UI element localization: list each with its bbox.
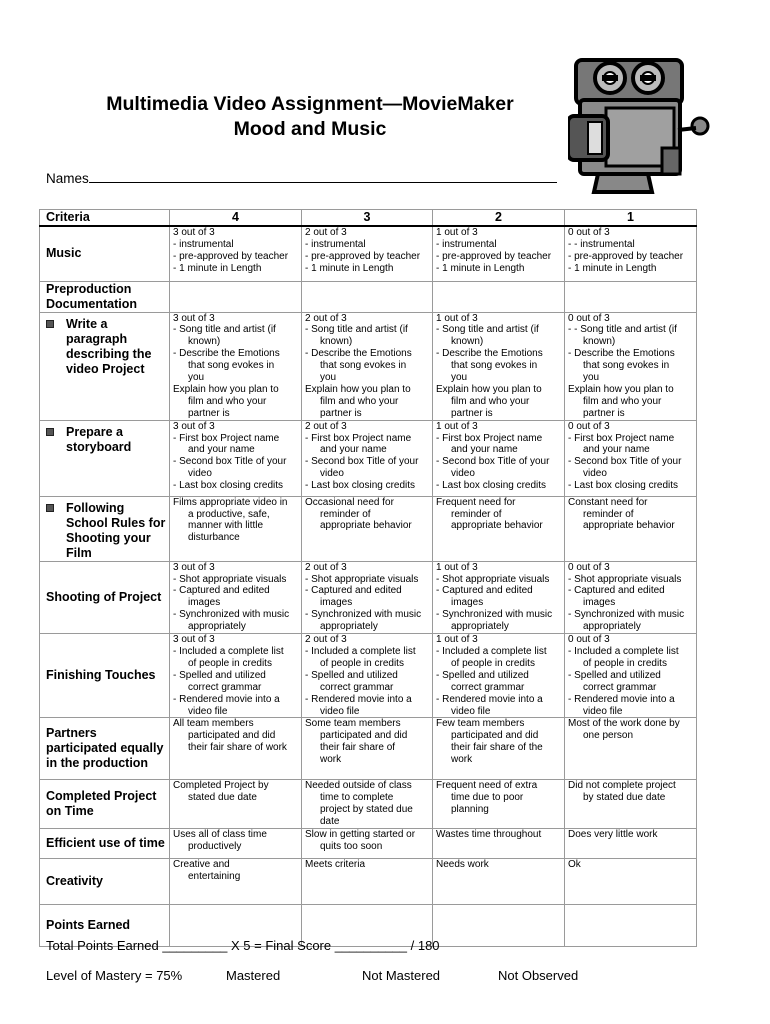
cell-line: appropriate behavior [451,520,543,532]
cell-line: 0 out of 3 [568,312,610,324]
cell-line: - Rendered movie into a [173,693,280,705]
cell-line: you [451,372,468,384]
cell-line: quits too soon [320,840,383,852]
score-cell-1 [565,829,697,859]
cell-line: a productive, safe, [188,508,270,520]
score-cell-4 [170,634,302,718]
cell-line: - Last box closing credits [568,480,679,492]
cell-line: 1 out of 3 [436,312,478,324]
score-cell-1 [565,634,697,718]
score-cell-1 [565,859,697,905]
rubric-row [40,634,697,718]
rubric-row [40,859,697,905]
cell-line: of people in credits [583,657,667,669]
cell-line: - Included a complete list [305,646,416,657]
cell-line: images [188,597,221,609]
cell-line: - Included a complete list [568,646,679,657]
cell-line: one person [583,730,634,742]
cell-line: partner is [320,407,362,419]
cell-line: appropriately [451,621,509,633]
cell-line: their fair share of [320,742,396,754]
cell-line: - Included a complete list [173,646,284,657]
cell-line: and your name [583,444,650,456]
cell-line: Uses all of class time [173,829,267,841]
cell-line: - Shot appropriate visuals [173,573,287,585]
cell-line: time due to poor [451,792,524,804]
cell-line: Does very little work [568,829,658,841]
cell-line: - Second box Title of your [173,456,287,468]
score-cell-2 [433,561,565,633]
cell-line: film and who your [583,395,662,407]
cell-line: Ok [568,859,581,871]
cell-line: - Rendered movie into a [305,693,412,705]
cell-line: 1 out of 3 [436,561,478,573]
cell-line: participated and did [451,730,539,742]
cell-line: Did not complete project [568,780,676,792]
score-cell-1 [565,780,697,829]
cell-line: - Synchronized with music [173,609,290,621]
cell-line: that song evokes in [451,360,538,372]
score-cell-2 [433,226,565,281]
score-cell-3 [302,829,433,859]
cell-line: Films appropriate video in [173,496,288,508]
cell-line: time to complete [320,792,394,804]
score-cell-1 [565,281,697,312]
cell-line: known) [188,336,221,348]
cell-line: Frequent need for [436,496,516,508]
score-cell-2 [433,859,565,905]
cell-line: video file [583,705,623,717]
cell-line: 2 out of 3 [305,634,347,646]
cell-line: - Second box Title of your [568,456,682,468]
rubric-row [40,420,697,496]
score-cell-3 [302,780,433,829]
cell-line: - Rendered movie into a [568,693,675,705]
criteria-cell [40,829,170,859]
cell-line: you [583,372,600,384]
cell-line: 2 out of 3 [305,312,347,324]
cell-line: - Spelled and utilized [568,669,661,681]
score-cell-1 [565,718,697,780]
score-cell-2 [433,312,565,420]
cell-line: - instrumental [305,238,366,250]
criteria-label: Preproduction Documentation [46,281,137,311]
cell-line: - Captured and edited [305,585,402,597]
cell-line: 0 out of 3 [568,420,610,432]
header-row [40,210,697,227]
score-cell-1 [565,905,697,947]
cell-line: productively [188,840,242,852]
cell-line: - pre-approved by teacher [436,250,552,262]
cell-line: and your name [188,444,255,456]
cell-line: - pre-approved by teacher [305,250,421,262]
cell-line: 3 out of 3 [173,420,215,432]
cell-line: work [320,754,342,766]
cell-line: 3 out of 3 [173,634,215,646]
cell-line: images [451,597,484,609]
cell-line: participated and did [188,730,276,742]
cell-line: 2 out of 3 [305,561,347,573]
cell-line: known) [320,336,353,348]
cell-line: - - instrumental [568,238,635,250]
cell-line: 0 out of 3 [568,634,610,646]
cell-line: Needs work [436,859,489,871]
cell-line: 2 out of 3 [305,420,347,432]
criteria-cell [40,634,170,718]
names-label: Names [46,171,89,186]
cell-line: - Included a complete list [436,646,547,657]
cell-line: correct grammar [583,681,657,693]
score-cell-4 [170,561,302,633]
score-cell-2 [433,634,565,718]
cell-line: 0 out of 3 [568,561,610,573]
cell-line: images [320,597,353,609]
cell-line: - Captured and edited [173,585,270,597]
cell-line: - instrumental [436,238,497,250]
score-cell-4 [170,496,302,561]
cell-line: - Synchronized with music [305,609,422,621]
cell-line: - Describe the Emotions [173,348,280,360]
square-bullet-icon [46,504,54,512]
cell-line: of people in credits [320,657,404,669]
cell-line: - Describe the Emotions [436,348,543,360]
cell-line: - First box Project name [568,432,675,444]
cell-line: partner is [188,407,230,419]
criteria-cell [40,718,170,780]
cell-line: that song evokes in [583,360,670,372]
score-cell-3 [302,859,433,905]
cell-line: that song evokes in [320,360,407,372]
cell-line: video file [451,705,491,717]
cell-line: partner is [583,407,625,419]
score-cell-2 [433,780,565,829]
score-cell-4 [170,281,302,312]
cell-line: - Shot appropriate visuals [305,573,419,585]
cell-line: - Describe the Emotions [305,348,412,360]
cell-line: Occasional need for [305,496,394,508]
score-cell-2 [433,829,565,859]
cell-line: film and who your [320,395,399,407]
cell-line: - Describe the Emotions [568,348,675,360]
cell-line: project by stated due [320,804,413,816]
criteria-cell [40,312,170,420]
cell-line: planning [451,804,489,816]
score-cell-4 [170,859,302,905]
cell-line: - First box Project name [305,432,412,444]
rubric-row [40,780,697,829]
cell-line: - Second box Title of your [436,456,550,468]
cell-line: video [188,468,212,480]
mastery-label: Level of Mastery = 75% [46,968,183,983]
score-cell-2 [433,718,565,780]
cell-line: - 1 minute in Length [436,262,525,274]
criteria-cell [40,226,170,281]
score-cell-1 [565,420,697,496]
score-cell-3 [302,226,433,281]
cell-line: by stated due date [583,792,666,804]
criteria-label: Finishing Touches [46,668,156,683]
score-cell-4 [170,312,302,420]
score-cell-1 [565,226,697,281]
cell-line: Some team members [305,718,401,730]
score-cell-1 [565,496,697,561]
cell-line: - Captured and edited [568,585,665,597]
score-cell-3 [302,420,433,496]
cell-line: film and who your [451,395,530,407]
criteria-cell [40,561,170,633]
cell-line: appropriate behavior [320,520,412,532]
cell-line: - Song title and artist (if [305,324,408,336]
score-cell-4 [170,780,302,829]
cell-line: correct grammar [320,681,394,693]
score-cell-3 [302,561,433,633]
rubric-row [40,226,697,281]
cell-line: - pre-approved by teacher [568,250,684,262]
document-title [40,92,580,142]
cell-line: - Song title and artist (if [436,324,539,336]
cell-line: - - Song title and artist (if [568,324,677,336]
cell-line: - Synchronized with music [568,609,685,621]
criteria-bullet-item [46,425,166,455]
cell-line: you [188,372,205,384]
title-line-2: Mood and Music [233,118,387,140]
cell-line: video [451,468,475,480]
cell-line: Wastes time throughout [436,829,542,841]
cell-line: - Shot appropriate visuals [436,573,550,585]
names-field[interactable] [46,170,557,186]
criteria-label: Completed Project on Time [46,789,157,819]
cell-line: 0 out of 3 [568,227,610,238]
square-bullet-icon [46,320,54,328]
cell-line: Most of the work done by [568,718,680,730]
cell-line: video file [320,705,360,717]
cell-line: 1 out of 3 [436,634,478,646]
score-cell-4 [170,226,302,281]
cell-line: Explain how you plan to [173,383,279,395]
cell-line: Needed outside of class [305,780,412,792]
cell-line: - Last box closing credits [436,480,547,492]
cell-line: appropriate behavior [583,520,675,532]
cell-line: - Spelled and utilized [173,669,266,681]
cell-line: stated due date [188,792,257,804]
cell-line: participated and did [320,730,408,742]
rubric-row [40,281,697,312]
cell-line: - pre-approved by teacher [173,250,289,262]
cell-line: - First box Project name [173,432,280,444]
cell-line: Slow in getting started or [305,829,416,841]
header-score-3: 3 [302,210,433,227]
score-cell-3 [302,718,433,780]
cell-line: - Synchronized with music [436,609,553,621]
rubric-row [40,312,697,420]
cell-line: partner is [451,407,493,419]
criteria-label: Prepare a storyboard [66,424,132,454]
criteria-cell [40,420,170,496]
cell-line: - Rendered movie into a [436,693,543,705]
header-criteria: Criteria [40,210,170,227]
rubric-table [39,209,697,947]
video-camera-icon [568,38,718,196]
cell-line: reminder of [451,508,502,520]
cell-line: date [320,816,340,828]
cell-line: - 1 minute in Length [305,262,394,274]
rubric-row [40,496,697,561]
cell-line: correct grammar [451,681,525,693]
cell-line: of people in credits [451,657,535,669]
not-mastered-option: Not Mastered [362,968,441,983]
score-cell-3 [302,496,433,561]
score-cell-2 [433,496,565,561]
cell-line: 3 out of 3 [173,312,215,324]
cell-line: - Spelled and utilized [305,669,398,681]
cell-line: that song evokes in [188,360,275,372]
cell-line: - Second box Title of your [305,456,419,468]
score-cell-2 [433,905,565,947]
criteria-label: Efficient use of time [46,836,165,851]
criteria-cell [40,496,170,561]
cell-line: - 1 minute in Length [568,262,657,274]
criteria-label: Shooting of Project [46,589,162,604]
cell-line: Explain how you plan to [568,383,674,395]
cell-line: known) [451,336,484,348]
title-line-1: Multimedia Video Assignment—MovieMaker [106,93,514,115]
header-score-1: 1 [565,210,697,227]
rubric-row [40,718,697,780]
cell-line: and your name [320,444,387,456]
score-cell-2 [433,281,565,312]
mastered-option: Mastered [226,968,281,983]
criteria-label: Creativity [46,874,103,889]
criteria-label: Partners participated equally in the production [46,726,164,771]
cell-line: their fair share of work [188,742,287,754]
criteria-bullet-item [46,317,166,377]
cell-line: Completed Project by [173,780,269,792]
cell-line: - Shot appropriate visuals [568,573,682,585]
score-cell-4 [170,829,302,859]
cell-line: Constant need for [568,496,648,508]
names-blank-line[interactable] [89,170,557,183]
criteria-label: Following School Rules for Shooting your Film [66,500,166,560]
cell-line: 1 out of 3 [436,227,478,238]
cell-line: - Last box closing credits [173,480,284,492]
cell-line: video [320,468,344,480]
criteria-label: Write a paragraph describing the video Project [66,316,152,376]
cell-line: appropriately [583,621,641,633]
score-cell-3 [302,281,433,312]
cell-line: 3 out of 3 [173,561,215,573]
cell-line: work [451,754,473,766]
cell-line: 3 out of 3 [173,227,215,238]
cell-line: disturbance [188,532,240,544]
score-cell-1 [565,312,697,420]
cell-line: - Song title and artist (if [173,324,276,336]
cell-line: - Spelled and utilized [436,669,529,681]
not-observed-option: Not Observed [498,968,579,983]
cell-line: manner with little [188,520,264,532]
rubric-row [40,561,697,633]
cell-line: Few team members [436,718,525,730]
cell-line: Frequent need of extra [436,780,538,792]
cell-line: their fair share of the [451,742,543,754]
cell-line: and your name [451,444,518,456]
criteria-bullet-item [46,501,166,561]
total-points-line: Total Points Earned _________ X 5 = Final Score __________ / 180 [46,938,440,953]
score-cell-4 [170,718,302,780]
cell-line: film and who your [188,395,267,407]
mastery-line [46,968,579,983]
header-score-4: 4 [170,210,302,227]
cell-line: Meets criteria [305,859,366,871]
score-cell-4 [170,420,302,496]
cell-line: - 1 minute in Length [173,262,262,274]
cell-line: video file [188,705,228,717]
cell-line: of people in credits [188,657,272,669]
score-cell-3 [302,634,433,718]
square-bullet-icon [46,428,54,436]
cell-line: Creative and [173,859,230,871]
rubric-body [40,210,697,947]
cell-line: - Captured and edited [436,585,533,597]
cell-line: appropriately [320,621,378,633]
cell-line: entertaining [188,870,241,882]
score-cell-3 [302,312,433,420]
criteria-label: Points Earned [46,918,131,933]
cell-line: Explain how you plan to [436,383,542,395]
cell-line: video [583,468,607,480]
cell-line: Explain how you plan to [305,383,411,395]
rubric-row [40,829,697,859]
criteria-cell [40,780,170,829]
cell-line: 2 out of 3 [305,227,347,238]
cell-line: reminder of [320,508,371,520]
score-cell-1 [565,561,697,633]
score-cell-2 [433,420,565,496]
cell-line: - Last box closing credits [305,480,416,492]
cell-line: known) [583,336,616,348]
cell-line: 1 out of 3 [436,420,478,432]
cell-line: reminder of [583,508,634,520]
cell-line: you [320,372,337,384]
cell-line: images [583,597,616,609]
cell-line: - First box Project name [436,432,543,444]
cell-line: - instrumental [173,238,234,250]
criteria-label: Music [46,246,82,261]
header-score-2: 2 [433,210,565,227]
criteria-cell [40,281,170,312]
cell-line: correct grammar [188,681,262,693]
cell-line: All team members [173,718,254,730]
cell-line: appropriately [188,621,246,633]
criteria-cell [40,859,170,905]
